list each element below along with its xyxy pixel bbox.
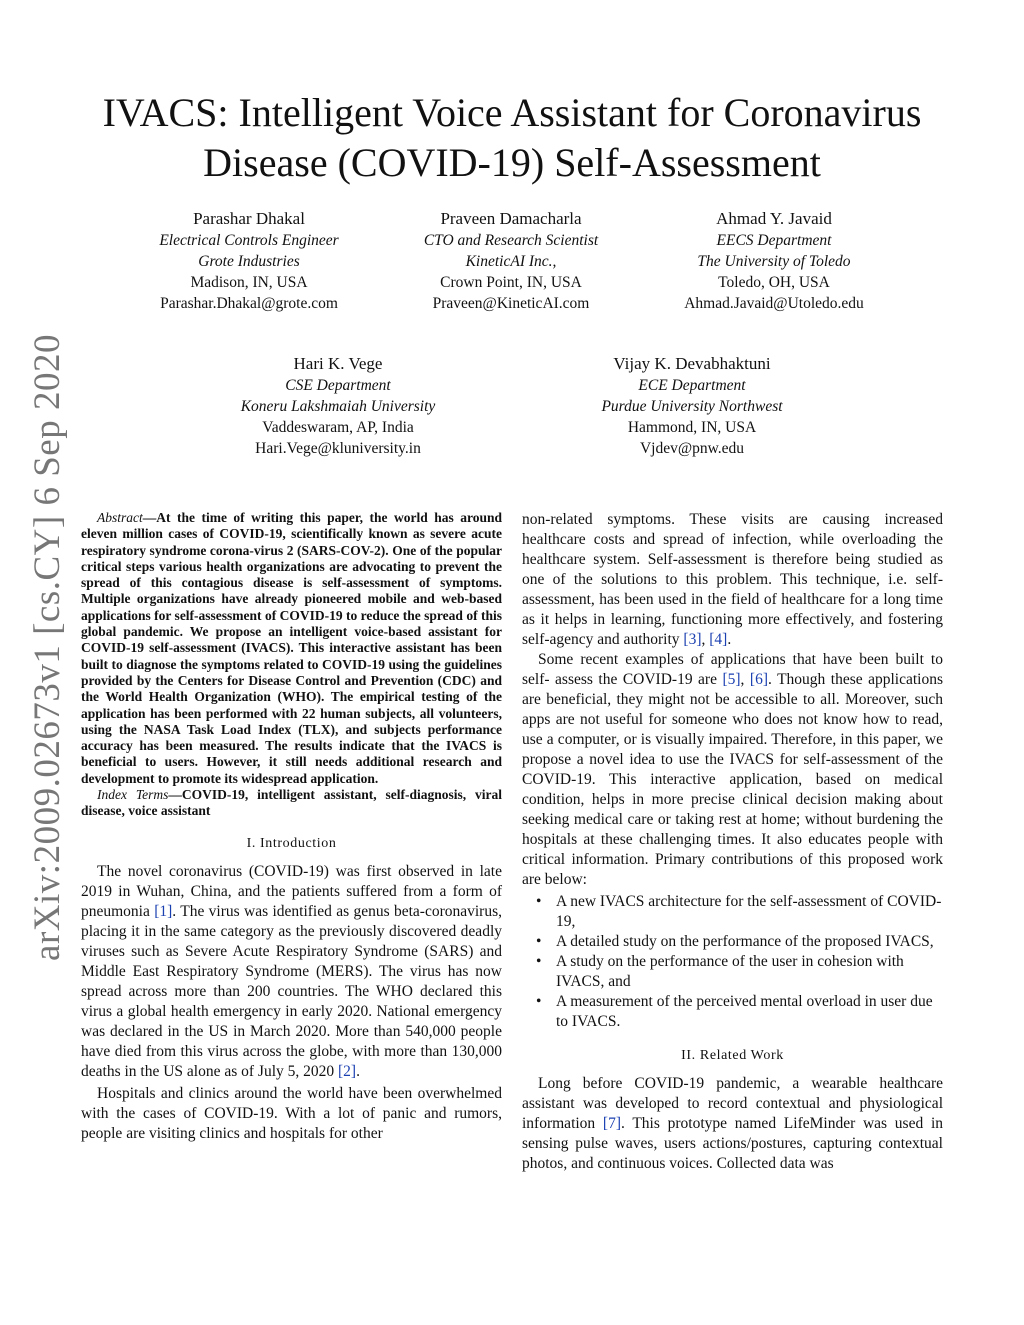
author-name: Praveen Damacharla bbox=[440, 209, 582, 228]
author-org: Purdue University Northwest bbox=[601, 398, 783, 415]
author-name: Parashar Dhakal bbox=[193, 209, 305, 228]
abstract bbox=[81, 510, 502, 787]
author-email: Ahmad.Javaid@Utoledo.edu bbox=[684, 295, 864, 312]
intro-paragraph-2: Hospitals and clinics around the world have been overwhelmed with the cases of COVID-19. With a lot of panic and rumors, people are visiting clinics and hospitals for other bbox=[81, 1084, 502, 1142]
paragraph-text: . This prototype named LifeMinder was used in sensing pulse waves, users actions/postures, capturing contextual photos, and continuous voices. Collected data was bbox=[522, 1115, 944, 1172]
author-role: EECS Department bbox=[716, 232, 832, 249]
right-column bbox=[522, 510, 943, 1174]
author-email: Vjdev@pnw.edu bbox=[639, 440, 745, 457]
left-column bbox=[81, 510, 502, 1144]
list-item: • A study on the performance of the user in cohesion with IVACS, and bbox=[522, 952, 943, 992]
author-location: Vaddeswaram, AP, India bbox=[262, 419, 414, 436]
author-role: CTO and Research Scientist bbox=[423, 232, 599, 249]
related-paragraph-1 bbox=[522, 1074, 943, 1174]
author-location: Hammond, IN, USA bbox=[627, 419, 757, 436]
list-item: • A measurement of the perceived mental overload in user due to IVACS. bbox=[522, 992, 943, 1032]
paragraph-text: non-related symptoms. These visits are causing increased healthcare costs and spread of infection, while overloading the healthcare system. Self-assessment is therefore being studied as one of the solutions to this problem. This technique, i.e. self-assessment, has been used in the field of healthcare for a long time as it helps in learning, functioning more effectively, and fostering self-agency and authority bbox=[522, 511, 943, 648]
intro-paragraph-4 bbox=[522, 650, 943, 890]
citation-link[interactable]: [2] bbox=[338, 1062, 357, 1080]
author-org: KineticAI Inc., bbox=[465, 253, 557, 270]
author-name: Vijay K. Devabhaktuni bbox=[613, 354, 771, 373]
paragraph-text: Long before COVID-19 pandemic, a wearable healthcare assistant was developed to record contextual and physiological information bbox=[522, 1075, 943, 1132]
author-location: Madison, IN, USA bbox=[190, 274, 308, 291]
citation-link[interactable]: [4] bbox=[709, 631, 728, 648]
author-org: Grote Industries bbox=[198, 253, 300, 270]
paper-title bbox=[60, 88, 964, 188]
abstract-text: —At the time of writing this paper, the world has around eleven million cases of COVID-19, scientifically known as severe acute respiratory syndrome corona-virus 2 (SARS-COV-2). One of the popular critical steps various health organizations are advocating to prevent the spread of this contagious disease is self-assessment of symptoms. Multiple organizations have already pioneered mobile and web-based applications for self-assessment of COVID-19 to reduce the spread of this global pandemic. We propose an intelligent voice-based assistant for COVID-19 self-assessment (IVACS). This interactive assistant has been built to diagnose the symptoms related to COVID-19 using the guidelines provided by the Centers for Disease Control and Prevention (CDC) and the World Health Organization (WHO). The empirical testing of the application has been performed with 22 human subjects, all volunteers, using the NASA Task Load Index (TLX), and subjects performance accuracy has been measured. The results indicate that the IVACS is beneficial to users. However, it still needs additional research and development to promote its widespread application. bbox=[81, 510, 502, 786]
list-item: • A detailed study on the performance of the proposed IVACS, bbox=[522, 932, 943, 952]
author-role: ECE Department bbox=[638, 377, 746, 394]
author-card bbox=[552, 353, 832, 459]
citation-link[interactable]: [5] bbox=[722, 671, 741, 688]
author-email: Praveen@KineticAI.com bbox=[432, 295, 590, 312]
citation-link[interactable]: [1] bbox=[154, 902, 173, 920]
intro-paragraph-3 bbox=[522, 510, 943, 650]
author-name: Hari K. Vege bbox=[293, 354, 383, 373]
author-card bbox=[109, 208, 389, 314]
author-org: The University of Toledo bbox=[697, 253, 851, 270]
separator-text: , bbox=[701, 631, 710, 648]
citation-link[interactable]: [3] bbox=[683, 631, 702, 648]
author-card bbox=[371, 208, 651, 314]
arxiv-id-text: arXiv:2009.02673v1 [cs.CY] 6 Sep 2020 bbox=[26, 333, 68, 961]
arxiv-identifier bbox=[22, 333, 72, 961]
index-terms-text: —COVID-19, intelligent assistant, self-diagnosis, viral disease, voice assistant bbox=[81, 787, 502, 819]
list-item: • A new IVACS architecture for the self-assessment of COVID-19, bbox=[522, 892, 943, 932]
section-heading-introduction: I. Introduction bbox=[246, 835, 337, 851]
author-location: Toledo, OH, USA bbox=[718, 274, 830, 291]
citation-link[interactable]: [7] bbox=[602, 1115, 621, 1132]
author-card bbox=[198, 353, 478, 459]
author-role: CSE Department bbox=[285, 377, 391, 394]
paragraph-text: . Though these applications are beneficial, they might not be accessible to all. Moreover, such apps are not useful for someone who does not know how to read, use a computer, or is visually impaired. Therefore, in this paper, we propose a novel idea to use the IVACS for self-assessment of the COVID-19. This interactive application, based on medical condition, helps in more precise clinical decision making about seeking medical care or taking rest at home; without burdening the hospitals at these challenging times. It also educates people with critical information. Primary contributions of this proposed work are below: bbox=[522, 671, 944, 888]
paragraph-text: . The virus was identified as genus beta-coronavirus, placing it in the same category as the previously discovered deadly viruses such as Severe Acute Respiratory Syndrome (SARS) and Middle East Respiratory Syndrome (MERS). The virus has now spread across more than 200 countries. The WHO declared this virus a global health emergency in early 2020. National emergency was declared in the US in March 2020. More than 540,000 people have died from this virus across the globe, with more than 130,000 deaths in the US alone as of July 5, 2020 bbox=[81, 902, 502, 1080]
title-line-2: Disease (COVID-19) Self-Assessment bbox=[203, 140, 821, 185]
author-org: Koneru Lakshmaiah University bbox=[240, 398, 436, 415]
paragraph-text: . bbox=[356, 1062, 360, 1080]
index-terms-label: Index Terms bbox=[97, 787, 169, 803]
contributions-list bbox=[522, 892, 943, 1032]
author-email: Parashar.Dhakal@grote.com bbox=[160, 295, 338, 312]
citation-link[interactable]: [6] bbox=[749, 671, 768, 688]
abstract-label: Abstract bbox=[97, 510, 143, 525]
paragraph-text: . bbox=[727, 631, 732, 648]
section-heading-related-work: II. Related Work bbox=[681, 1048, 784, 1063]
author-name: Ahmad Y. Javaid bbox=[716, 209, 832, 228]
author-location: Crown Point, IN, USA bbox=[440, 274, 582, 291]
paragraph-text: The novel coronavirus (COVID-19) was first observed in late 2019 in Wuhan, China, and the patients suffered from a form of pneumonia bbox=[81, 862, 502, 920]
author-card bbox=[634, 208, 914, 314]
separator-text: , bbox=[740, 671, 750, 688]
title-line-1: IVACS: Intelligent Voice Assistant for Coronavirus bbox=[102, 90, 922, 135]
intro-paragraph-1 bbox=[81, 862, 502, 1082]
author-role: Electrical Controls Engineer bbox=[159, 232, 339, 249]
author-email: Hari.Vege@kluniversity.in bbox=[255, 440, 421, 457]
index-terms bbox=[81, 787, 502, 820]
paragraph-text: Some recent examples of applications that have been built to self- assess the COVID-19 are bbox=[522, 651, 943, 688]
